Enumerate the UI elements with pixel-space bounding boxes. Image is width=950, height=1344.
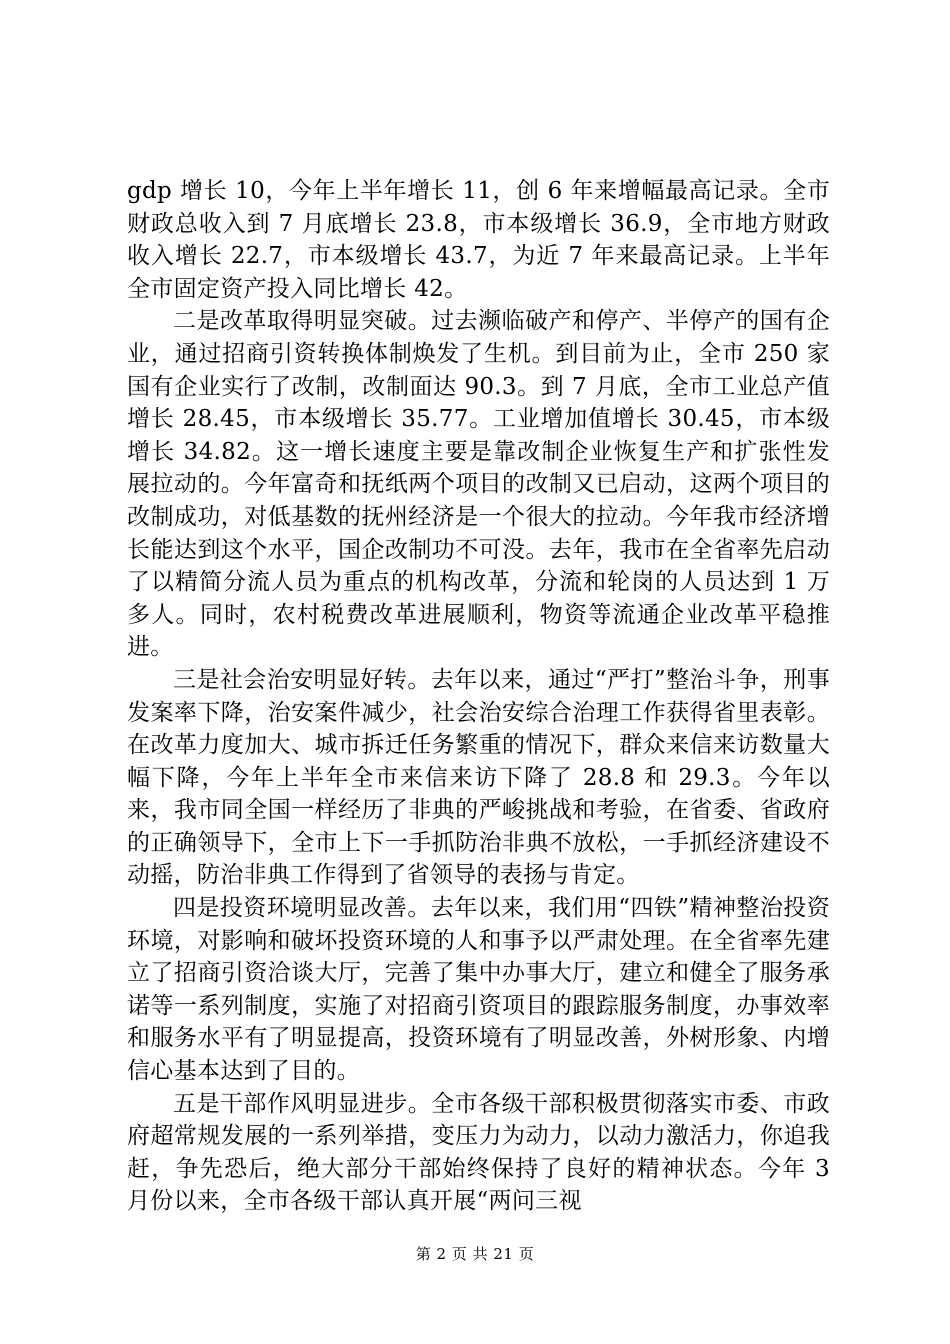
paragraph-public-security: 三是社会治安明显好转。去年以来，通过“严打”整治斗争，刑事发案率下降，治安案件减少，社会治安综合治理工作获得省里表彰。在改革力度加大、城市拆迁任务繁重的情况下，群众来信来访数量大幅下降，今年上半年全市来信来访下降了 28.8 和 29.3。今年以来，我市同全国一样经历了非典的严峻挑战和考验，在省委、省政府的正确领导下，全市上下一手抓防治非典不放松，一手抓经济建设不动摇，防治非典工作得到了省领导的表扬与肯定。 [127, 666, 830, 889]
paragraph-cadre-work-style: 五是干部作风明显进步。全市各级干部积极贯彻落实市委、市政府超常规发展的一系列举措，变压力为动力，以动力激活力，你追我赶，争先恐后，绝大部分干部始终保持了良好的精神状态。今年 3 月份以来，全市各级干部认真开展“两问三视 [127, 1090, 830, 1215]
paragraph-continued-growth-stats: gdp 增长 10，今年上半年增长 11，创 6 年来增幅最高记录。全市财政总收入到 7 月底增长 23.8，市本级增长 36.9，全市地方财政收入增长 22.7，市本级增长 43.7，为近 7 年来最高记录。上半年全市固定资产投入同比增长 42。 [127, 178, 830, 302]
document-body [127, 175, 830, 1218]
paragraph-investment-environment: 四是投资环境明显改善。去年以来，我们用“四铁”精神整治投资环境，对影响和破坏投资环境的人和事予以严肃处理。在全省率先建立了招商引资洽谈大厅，完善了集中办事大厅，建立和健全了服务承诺等一系列制度，实施了对招商引资项目的跟踪服务制度，办事效率和服务水平有了明显提高，投资环境有了明显改善，外树形象、内增信心基本达到了目的。 [127, 895, 830, 1085]
page-footer [0, 1244, 950, 1264]
paragraph-reform-breakthrough: 二是改革取得明显突破。过去濒临破产和停产、半停产的国有企业，通过招商引资转换体制焕发了生机。到目前为止，全市 250 家国有企业实行了改制，改制面达 90.3。到 7 月底，全市工业总产值增长 28.45，市本级增长 35.77。工业增加值增长 30.45，市本级增长 34.82。这一增长速度主要是靠改制企业恢复生产和扩张性发展拉动的。今年富奇和抚纸两个项目的改制又已启动，这两个项目的改制成功，对低基数的抚州经济是一个很大的拉动。今年我市经济增长能达到这个水平，国企改制功不可没。去年，我市在全省率先启动了以精简分流人员为重点的机构改革，分流和轮岗的人员达到 1 万多人。同时，农村税费改革进展顺利，物资等流通企业改革平稳推进。 [127, 308, 830, 661]
page-number-label: 第 2 页 共 21 页 [415, 1245, 535, 1263]
